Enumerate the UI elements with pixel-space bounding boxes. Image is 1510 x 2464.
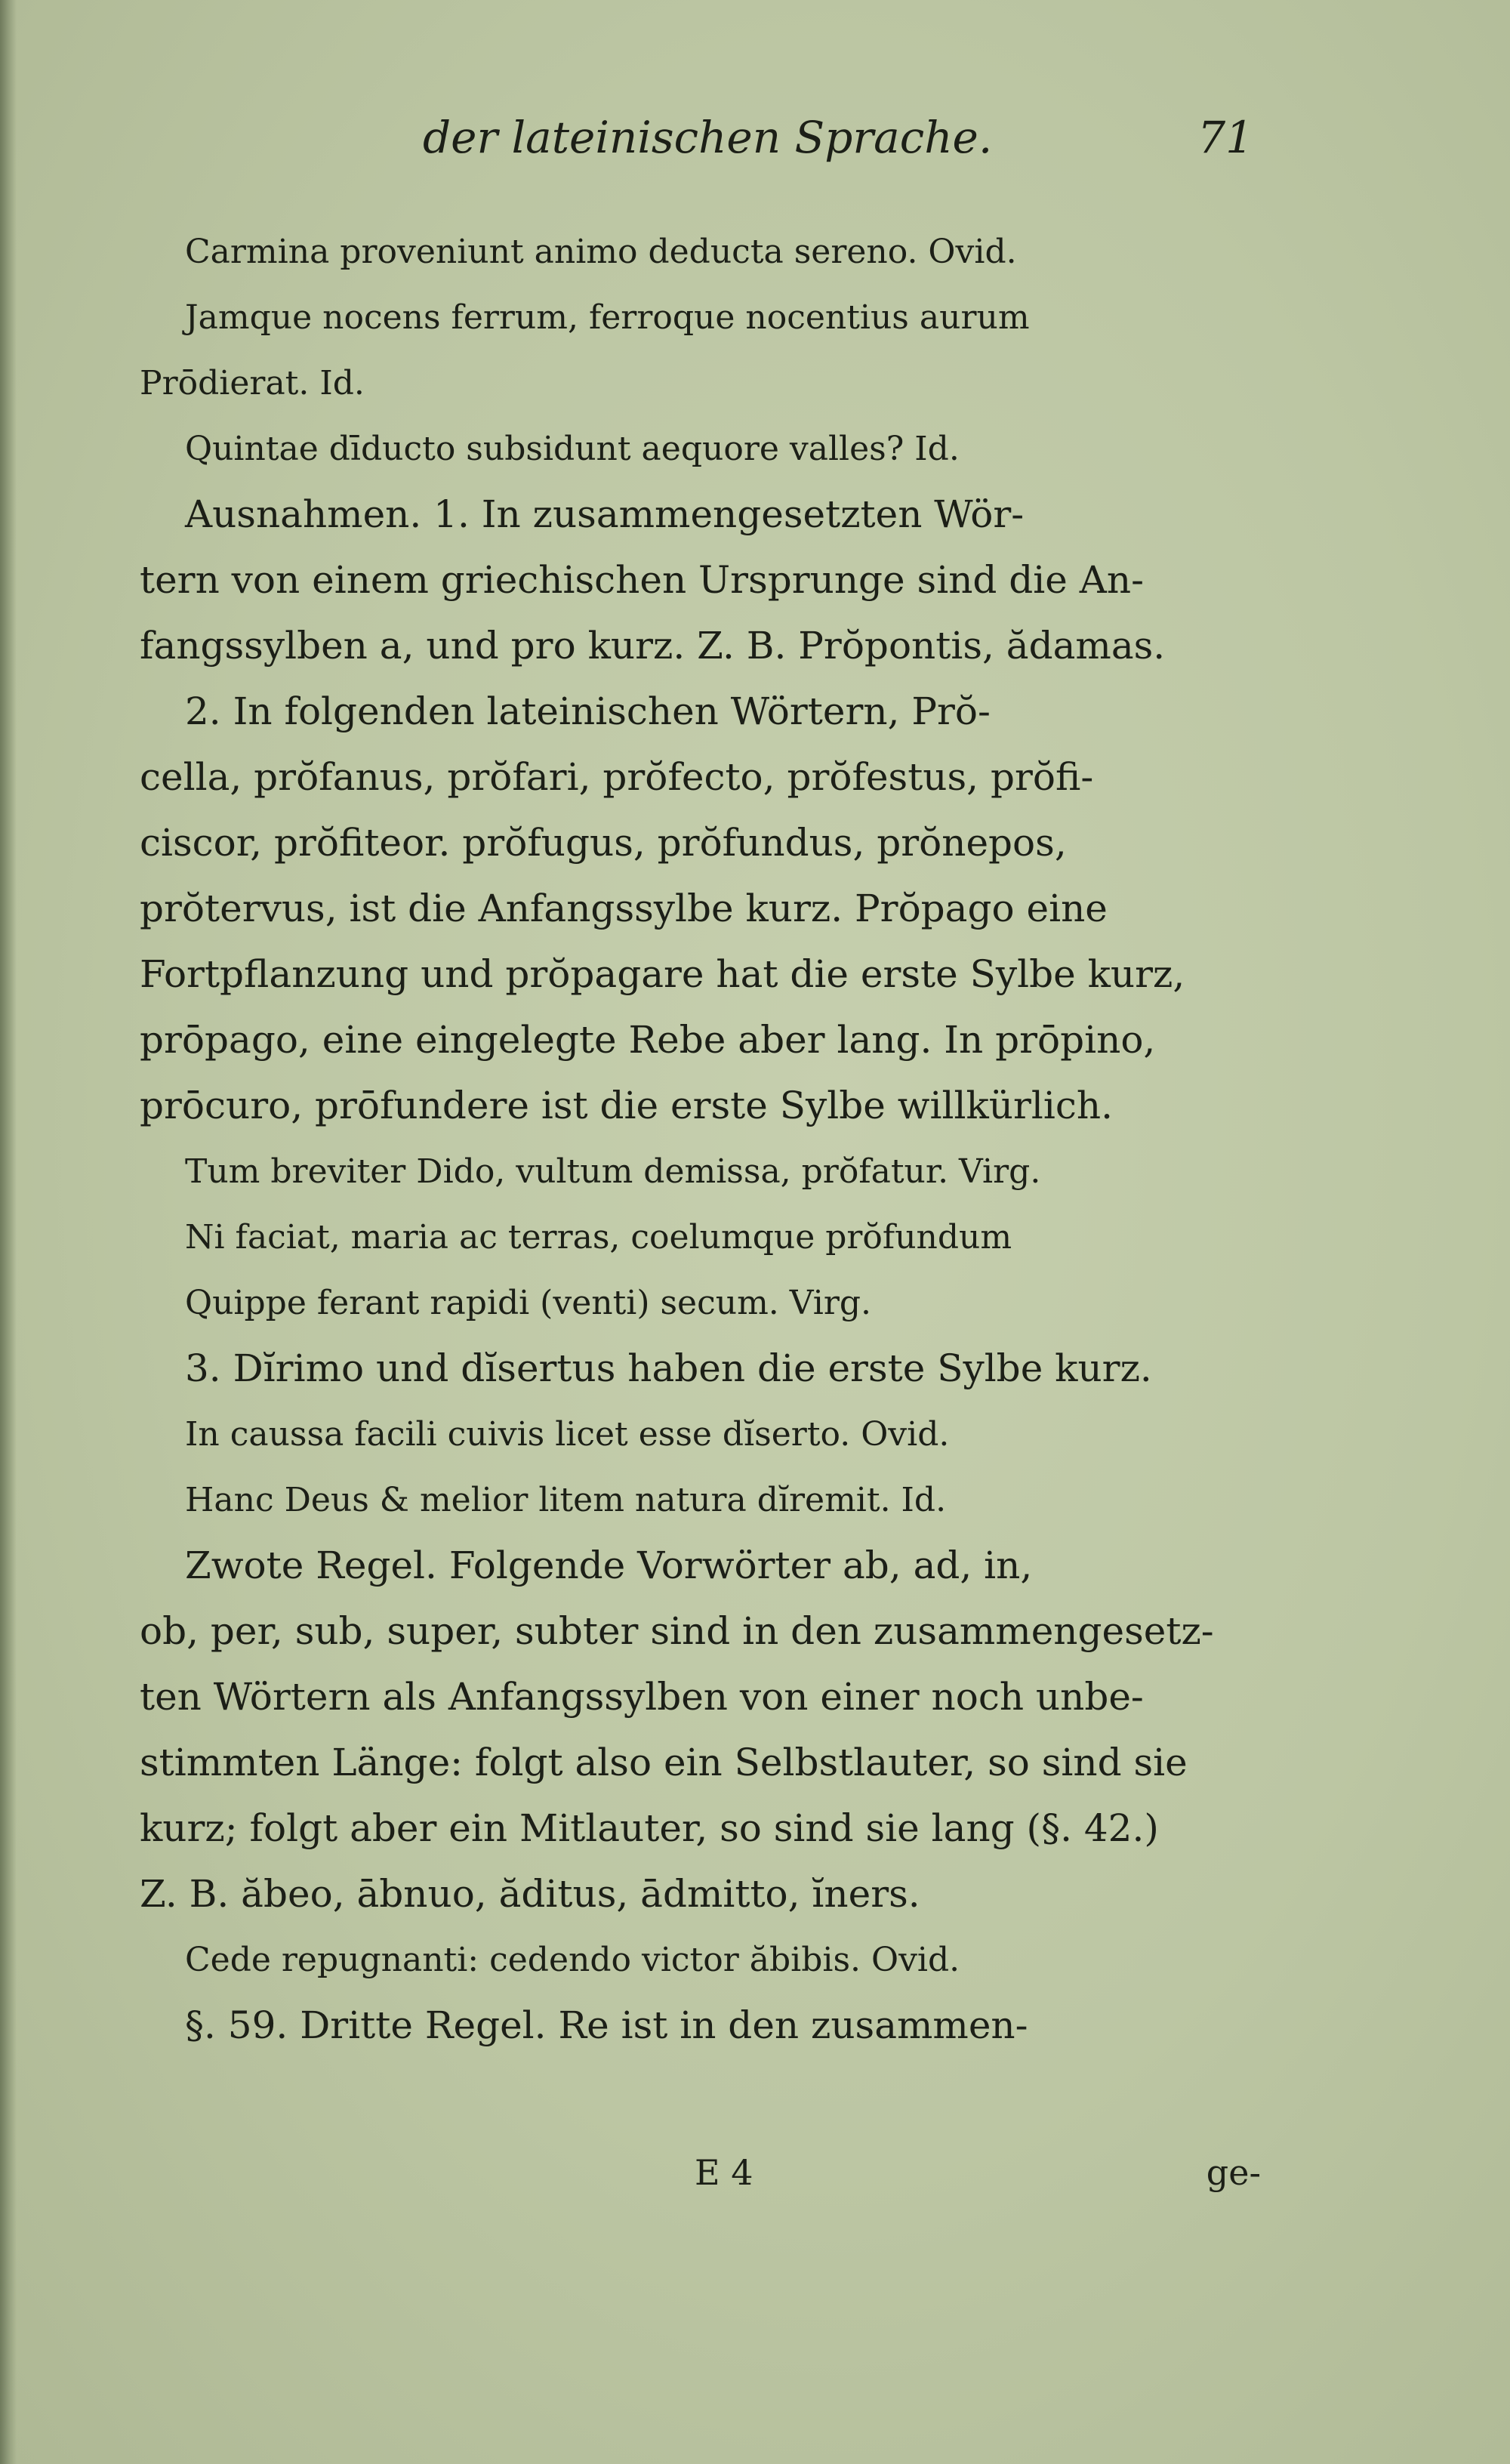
- verse-line: Tum breviter Dido, vultum demissa, prŏfatur. Virg.: [185, 1152, 1041, 1191]
- verse-line: Quippe ferant rapidi (venti) secum. Virg.: [185, 1284, 872, 1322]
- paragraph-line: cella, prŏfanus, prŏfari, prŏfecto, prŏfestus, prŏfi-: [140, 755, 1094, 799]
- verse-line: Cede repugnanti: cedendo victor ăbibis. Ovid.: [185, 1941, 960, 1979]
- running-title: der lateinischen Sprache.: [423, 112, 993, 163]
- paragraph-line: 2. In folgenden lateinischen Wörtern, Prŏ-: [185, 689, 991, 733]
- verse-line: Jamque nocens ferrum, ferroque nocentius aurum: [185, 298, 1030, 337]
- paragraph-line: kurz; folgt aber ein Mitlauter, so sind sie lang (§. 42.): [140, 1806, 1159, 1850]
- paragraph-line: fangssylben a, und pro kurz. Z. B. Prŏpontis, ădamas.: [140, 624, 1166, 668]
- paragraph-line: ob, per, sub, super, subter sind in den zusammengesetz-: [140, 1609, 1214, 1653]
- verse-line: Hanc Deus & melior litem natura dĭremit. Id.: [185, 1481, 947, 1519]
- section-heading-line: Ausnahmen. 1. In zusammengesetzten Wör-: [185, 492, 1025, 536]
- paragraph-line: tern von einem griechischen Ursprunge sind die An-: [140, 558, 1144, 602]
- catchword: ge-: [1206, 2152, 1261, 2193]
- paragraph-line: prŏtervus, ist die Anfangssylbe kurz. Prŏpago eine: [140, 887, 1108, 930]
- signature-mark: E 4: [695, 2152, 753, 2193]
- paragraph-line: stimmten Länge: folgt also ein Selbstlauter, so sind sie: [140, 1741, 1188, 1784]
- paragraph-line: Z. B. ăbeo, ābnuo, ăditus, ādmitto, ĭners.: [140, 1872, 920, 1916]
- paragraph-line: ten Wörtern als Anfangssylben von einer noch unbe-: [140, 1675, 1144, 1719]
- section-heading-line: §. 59. Dritte Regel. Re ist in den zusammen-: [185, 2003, 1028, 2047]
- paragraph-line: Fortpflanzung und prŏpagare hat die erste Sylbe kurz,: [140, 952, 1185, 996]
- catchline: [695, 2152, 1261, 2213]
- verse-line: Prōdierat. Id.: [140, 364, 365, 402]
- running-header: [423, 112, 1253, 180]
- paragraph-line: ciscor, prŏfiteor. prŏfugus, prŏfundus, prŏnepos,: [140, 821, 1067, 865]
- section-heading-line: Zwote Regel. Folgende Vorwörter ab, ad, in,: [185, 1543, 1033, 1587]
- page-edge-shadow: [0, 0, 17, 2464]
- verse-line: Quintae dīducto subsidunt aequore valles? Id.: [185, 430, 960, 468]
- verse-line: In caussa facili cuivis licet esse dĭserto. Ovid.: [185, 1415, 950, 1454]
- paragraph-line: prōpago, eine eingelegte Rebe aber lang. In prōpino,: [140, 1018, 1156, 1062]
- body-text: [140, 219, 1257, 2058]
- paragraph-line: 3. Dĭrimo und dĭsertus haben die erste Sylbe kurz.: [185, 1346, 1152, 1390]
- verse-line: Carmina proveniunt animo deducta sereno. Ovid.: [185, 233, 1017, 271]
- paragraph-line: prōcuro, prōfundere ist die erste Sylbe willkürlich.: [140, 1084, 1113, 1127]
- page-number: 71: [1197, 112, 1253, 163]
- verse-line: Ni faciat, maria ac terras, coelumque prŏfundum: [185, 1218, 1012, 1257]
